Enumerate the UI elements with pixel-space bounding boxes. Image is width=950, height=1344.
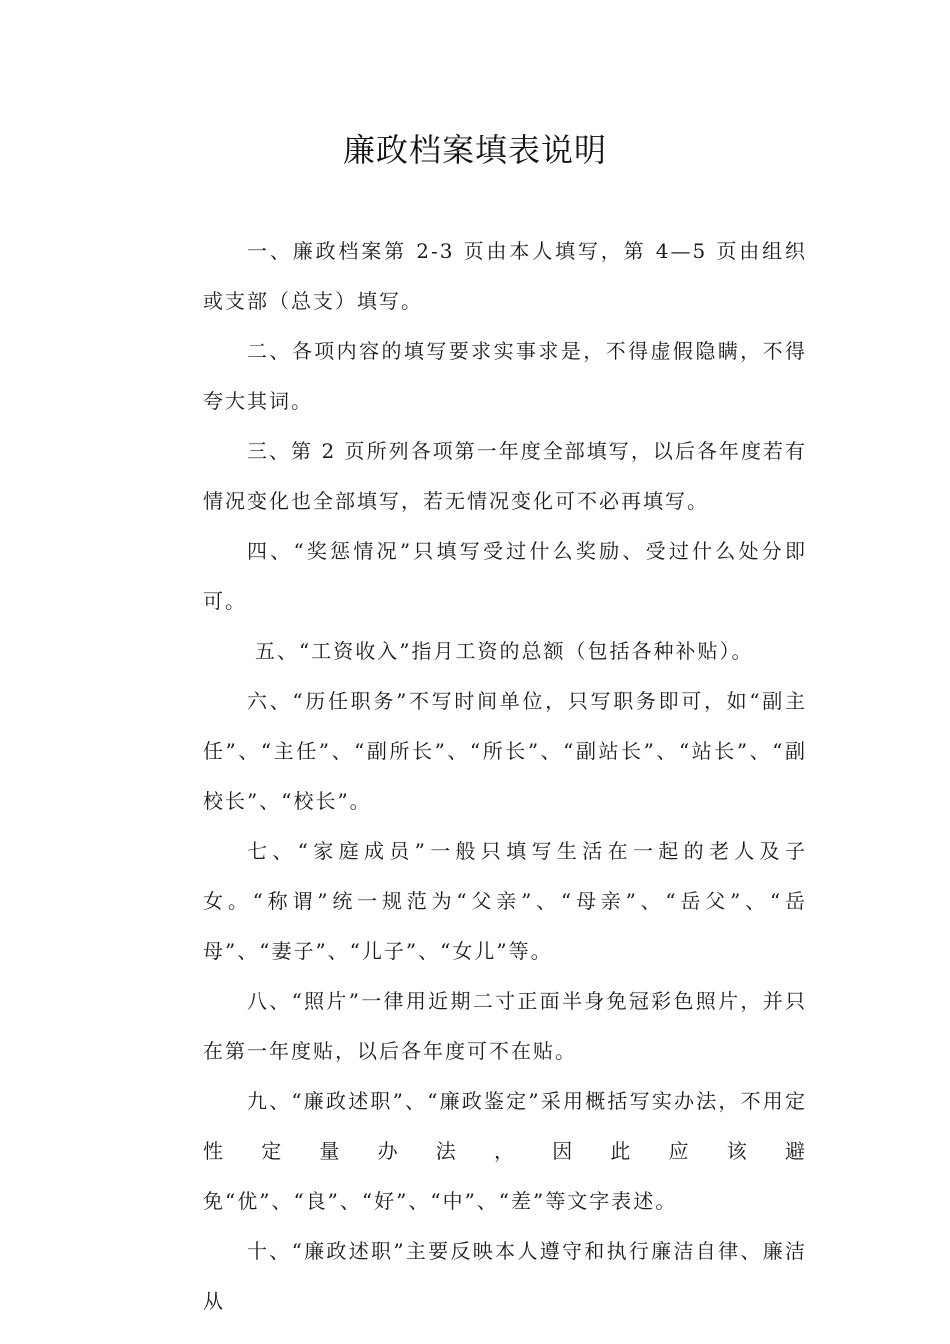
paragraph-3: 三、第 2 页所列各项第一年度全部填写，以后各年度若有情况变化也全部填写，若无情况变化可不必再填写。	[203, 439, 807, 513]
paragraph-1: 一、廉政档案第 2-3 页由本人填写，第 4—5 页由组织或支部（总支）填写。	[203, 239, 807, 313]
paragraph-9: 九、“廉政述职”、“廉政鉴定”采用概括写实办法，不用定性定量办法，因此应该避免“优”、“良”、“好”、“中”、“差”等文字表述。	[203, 1089, 807, 1213]
paragraph-7: 七、“家庭成员”一般只填写生活在一起的老人及子女。“称谓”统一规范为“父亲”、“母亲”、“岳父”、“岳母”、“妻子”、“儿子”、“女儿”等。	[203, 839, 807, 963]
document-body	[203, 226, 807, 1326]
document-title: 廉政档案填表说明	[342, 131, 607, 169]
paragraph-10: 十、“廉政述职”主要反映本人遵守和执行廉洁自律、廉洁从	[203, 1239, 807, 1313]
paragraph-8: 八、“照片”一律用近期二寸正面半身免冠彩色照片，并只在第一年度贴，以后各年度可不在贴。	[203, 989, 807, 1063]
paragraph-6: 六、“历任职务”不写时间单位，只写职务即可，如“副主任”、“主任”、“副所长”、“所长”、“副站长”、“站长”、“副校长”、“校长”。	[203, 689, 807, 813]
paragraph-5: 五、“工资收入”指月工资的总额（包括各种补贴）。	[255, 639, 754, 663]
paragraph-4: 四、“奖惩情况”只填写受过什么奖励、受过什么处分即可。	[203, 539, 807, 613]
paragraph-2: 二、各项内容的填写要求实事求是，不得虚假隐瞒，不得夸大其词。	[203, 339, 807, 413]
